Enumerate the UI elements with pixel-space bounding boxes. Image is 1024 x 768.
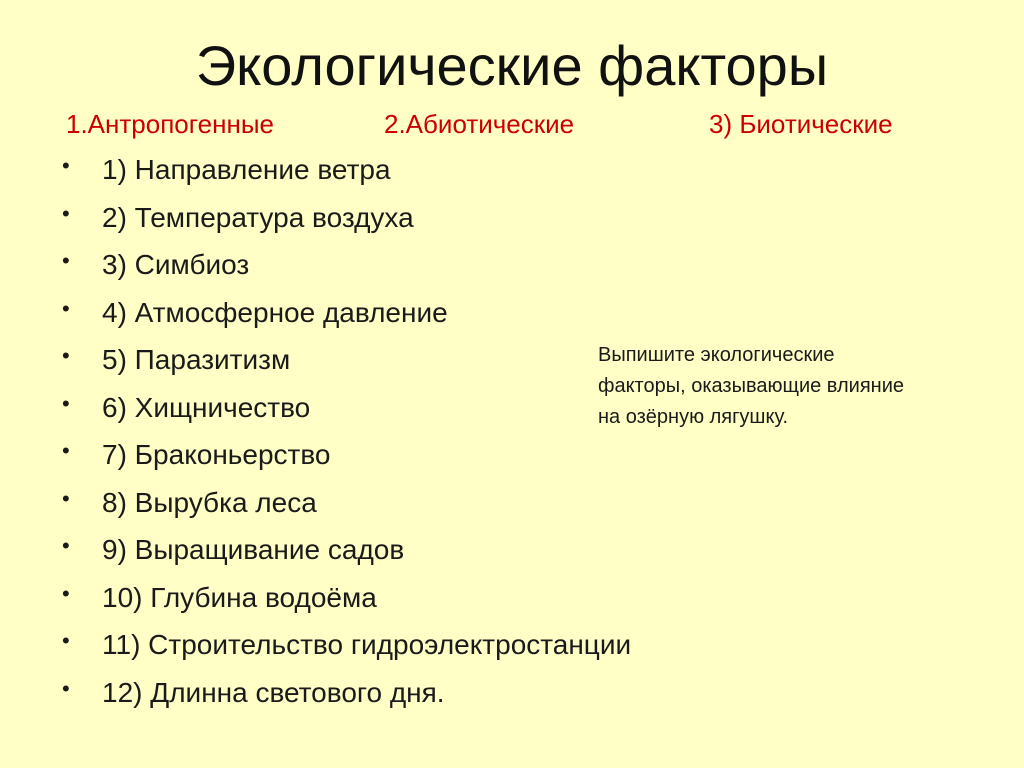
factor-item	[62, 479, 782, 527]
factor-item	[62, 669, 782, 717]
bullet-icon: •	[62, 295, 70, 321]
category-anthropogenic: 1.Антропогенные	[66, 109, 274, 139]
category-biotic: 3) Биотические	[709, 109, 893, 139]
factor-text: 10) Глубина водоёма	[102, 581, 377, 613]
factor-text: 1) Направление ветра	[102, 154, 391, 185]
factor-categories	[0, 106, 1024, 142]
bullet-icon: •	[62, 343, 70, 368]
factor-item	[62, 526, 782, 574]
factor-text: 6) Хищничество	[102, 391, 311, 423]
bullet-icon: •	[62, 438, 70, 463]
factor-item	[62, 194, 782, 242]
bullet-icon: •	[62, 628, 70, 653]
factor-text: 9) Выращивание садов	[102, 534, 405, 565]
factor-text: 12) Длинна светового дня.	[102, 676, 445, 708]
bullet-icon: •	[62, 580, 70, 606]
factor-item	[62, 146, 782, 194]
factor-text: 8) Вырубка леса	[102, 486, 317, 518]
slide-title: Экологические факторы	[195, 34, 829, 97]
factor-text: 3) Симбиоз	[102, 249, 250, 280]
bullet-icon: •	[62, 153, 70, 178]
bullet-icon: •	[62, 248, 70, 273]
factor-text: 2) Температура воздуха	[102, 201, 414, 233]
factor-item	[62, 621, 782, 669]
bullet-icon: •	[62, 200, 70, 226]
bullet-icon: •	[62, 485, 70, 511]
task-note: Выпишите экологические факторы, оказывающие влияние на озёрную лягушку.	[598, 344, 904, 428]
factor-item	[62, 431, 782, 479]
bullet-icon: •	[62, 675, 70, 701]
factor-item	[62, 574, 782, 622]
factor-text: 5) Паразитизм	[102, 344, 291, 375]
category-abiotic: 2.Абиотические	[384, 109, 575, 139]
factor-item	[62, 289, 782, 337]
bullet-icon: •	[62, 533, 70, 558]
bullet-icon: •	[62, 390, 70, 416]
factor-text: 11) Строительство гидроэлектростанции	[102, 629, 632, 660]
factor-text: 4) Атмосферное давление	[102, 296, 448, 328]
factor-text: 7) Браконьерство	[102, 439, 331, 470]
factor-item	[62, 241, 782, 289]
